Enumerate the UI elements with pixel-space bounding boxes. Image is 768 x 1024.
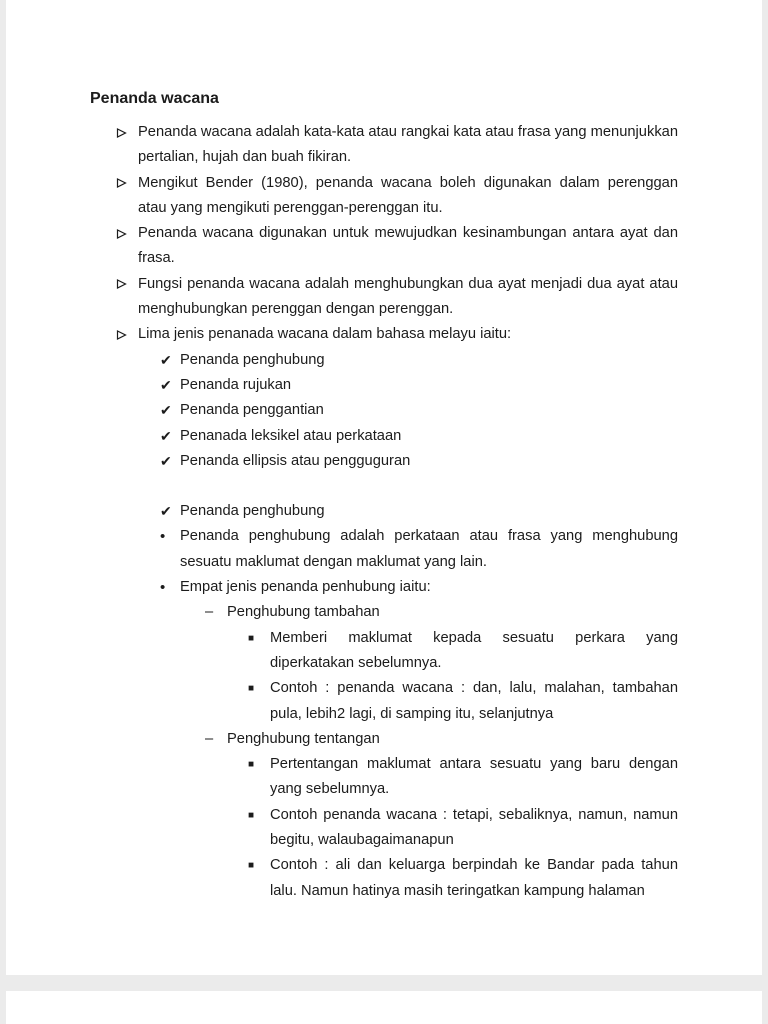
list-item-text: Penanda wacana digunakan untuk mewujudkan kesinambungan antara ayat dan frasa.: [138, 225, 678, 267]
list-item-text: Penanda penghubung adalah perkataan atau frasa yang menghubung sesuatu maklumat dengan maklumat yang lain.: [180, 528, 678, 570]
list-item: [160, 348, 678, 373]
list-item-text: Fungsi penanda wacana adalah menghubungkan dua ayat menjadi dua ayat atau menghubungkan perenggan dengan perenggan.: [138, 275, 678, 318]
list-item-text: Contoh : penanda wacana : dan, lalu, malahan, tambahan pula, lebih2 lagi, di samping itu, selanjutnya: [270, 680, 678, 722]
list-item: [248, 752, 678, 803]
list-item: [160, 373, 678, 398]
list-item: [160, 499, 678, 524]
dot-bullet-icon: •: [160, 579, 166, 597]
list-item-text: Pertentangan maklumat antara sesuatu yang baru dengan yang sebelumnya.: [270, 756, 678, 798]
list-item: [160, 449, 678, 474]
page-gap: [0, 975, 768, 991]
list-item: [205, 727, 678, 752]
square-bullet-icon: ■: [248, 683, 255, 695]
list-item: [205, 600, 678, 625]
list-item-text: Penanda rujukan: [180, 376, 292, 393]
list-item-text: Penanda ellipsis atau pengguguran: [180, 452, 411, 469]
dash-bullet-icon: –: [205, 604, 214, 621]
right-arrowhead-bullet-icon: [116, 221, 138, 272]
check-bullet-icon: ✔: [160, 503, 172, 520]
list-item-text: Memberi maklumat kepada sesuatu perkara yang diperkatakan sebelumnya.: [270, 629, 678, 671]
blank-line: [90, 474, 678, 499]
list-item-text: Lima jenis penanada wacana dalam bahasa melayu iaitu:: [138, 326, 512, 343]
dot-bullet-icon: •: [160, 528, 166, 546]
list-item-text: Penanda penggantian: [180, 402, 324, 419]
list-item: [116, 322, 678, 347]
check-bullet-icon: ✔: [160, 402, 172, 419]
list-item: [160, 575, 678, 600]
list-item: [116, 272, 678, 323]
list-item: [160, 524, 678, 575]
list-item-text: Mengikut Bender (1980), penanda wacana boleh digunakan dalam perenggan atau yang mengikuti perenggan-perenggan itu.: [138, 174, 678, 216]
right-arrowhead-bullet-icon: [116, 322, 138, 347]
square-bullet-icon: ■: [248, 860, 255, 872]
check-bullet-icon: ✔: [160, 351, 172, 368]
list-item-text: Penghubung tambahan: [227, 604, 380, 621]
document-content: [90, 120, 678, 904]
check-bullet-icon: ✔: [160, 452, 172, 469]
list-item: [248, 676, 678, 727]
check-bullet-icon: ✔: [160, 427, 172, 444]
list-item-text: Contoh penanda wacana : tetapi, sebaliknya, namun, namun begitu, walaubagaimanapun: [270, 806, 678, 849]
dash-bullet-icon: –: [205, 730, 214, 747]
list-item: [116, 120, 678, 171]
list-item: [116, 221, 678, 272]
list-item: [116, 171, 678, 222]
right-arrowhead-bullet-icon: [116, 120, 138, 171]
list-item: [248, 853, 678, 904]
square-bullet-icon: ■: [248, 809, 255, 821]
list-item-text: Penanda wacana adalah kata-kata atau rangkai kata atau frasa yang menunjukkan pertalian, hujah dan buah fikiran.: [138, 124, 678, 166]
square-bullet-icon: ■: [248, 759, 255, 771]
check-bullet-icon: ✔: [160, 376, 172, 393]
list-item-text: Penanda penghubung: [180, 503, 325, 520]
list-item-text: Empat jenis penanda penhubung iaitu:: [180, 579, 431, 596]
list-item: [160, 398, 678, 423]
list-item: [248, 803, 678, 854]
list-item-text: Penanada leksikel atau perkataan: [180, 427, 402, 444]
square-bullet-icon: ■: [248, 632, 255, 644]
list-item-text: Contoh : ali dan keluarga berpindah ke Bandar pada tahun lalu. Namun hatinya masih teringatkan kampung halaman: [270, 857, 678, 899]
document-page: [6, 0, 762, 975]
next-page-top-edge: [6, 991, 762, 1024]
list-item: [160, 424, 678, 449]
page-title: Penanda wacana: [90, 90, 219, 107]
list-item: [248, 626, 678, 677]
right-arrowhead-bullet-icon: [116, 171, 138, 222]
list-item-text: Penghubung tentangan: [227, 730, 380, 747]
list-item-text: Penanda penghubung: [180, 351, 325, 368]
right-arrowhead-bullet-icon: [116, 272, 138, 323]
